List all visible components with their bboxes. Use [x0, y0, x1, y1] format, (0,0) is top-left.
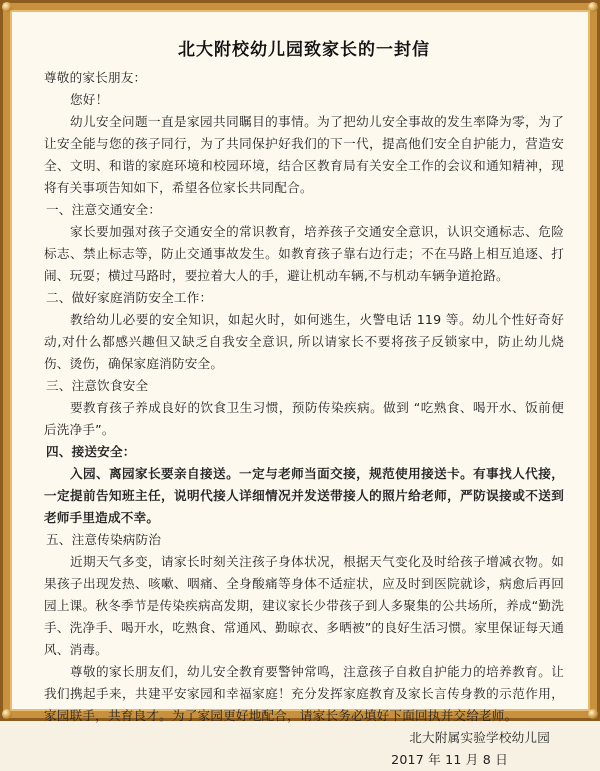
frame-stud-bottom-right: [588, 709, 598, 719]
section-body-pickup: 入园、离园家长要亲自接送。一定与老师当面交接，规范使用接送卡。有事找人代接，一定提前告知班主任，说明代接人详细情况并发送带接人的照片给老师，严防误接或不送到老师手里造成不幸。: [44, 466, 564, 525]
frame-stud-top-left: [2, 2, 12, 12]
section-body-traffic: 家长要加强对孩子交通安全的常识教育，培养孩子交通安全意识，认识交通标志、危险标志、禁止标志等，防止交通事故发生。如教育孩子靠右边行走；不在马路上相互追逐、打闹、玩耍；横过马路时，要拉着大人的手，避让机动车辆,不与机动车辆争道抢路。: [44, 224, 564, 283]
salutation: 尊敬的家长朋友：: [44, 70, 147, 85]
frame-stud-bottom-left: [2, 709, 12, 719]
frame-stud-top-right: [588, 2, 598, 12]
section-heading-fire: 二、做好家庭消防安全工作：: [46, 290, 213, 305]
signature: 北大附属实验学校幼儿园: [409, 730, 550, 745]
letter-date: 2017 年 11 月 8 日: [391, 752, 508, 767]
letter-title: 北大附校幼儿园致家长的一封信: [178, 40, 430, 60]
section-body-fire: 教给幼儿必要的安全知识，如起火时，如何逃生，火警电话 119 等。幼儿个性好奇好动,对什么都感兴趣但又缺乏自我安全意识, 所以请家长不要将孩子反锁家中，防止幼儿烧伤、烫伤，确保家庭消防安全。: [44, 312, 564, 371]
section-body-food: 要教育孩子养成良好的饮食卫生习惯，预防传染疾病。做到 “吃熟食、喝开水、饭前便后洗净手”。: [44, 400, 564, 437]
section-heading-traffic: 一、注意交通安全：: [46, 202, 162, 217]
intro-paragraph: 幼儿安全问题一直是家园共同瞩目的事情。为了把幼儿安全事故的发生率降为零，为了让安全能与您的孩子同行，为了共同保护好我们的下一代，提高他们安全自护能力，营造安全、文明、和谐的家庭环境和校园环境，结合区教育局有关安全工作的会议和通知精神，现将有关事项告知如下，希望各位家长共同配合。: [44, 114, 564, 195]
section-heading-pickup: 四、接送安全：: [46, 444, 136, 459]
closing-paragraph: 尊敬的家长朋友们，幼儿安全教育要警钟常鸣，注意孩子自救自护能力的培养教育。让我们携起手来，共建平安家园和幸福家庭！充分发挥家庭教育及家长言传身教的示范作用，家园联手，共育良才。为了家园更好地配合，请家长务必填好下面回执并交给老师。: [44, 664, 564, 723]
section-heading-food: 三、注意饮食安全: [46, 378, 149, 393]
greeting: 您好！: [70, 92, 109, 107]
letter-body: [44, 38, 564, 771]
section-body-disease: 近期天气多变，请家长时刻关注孩子身体状况，根据天气变化及时给孩子增减衣物。如果孩子出现发热、咳嗽、咽痛、全身酸痛等身体不适症状，应及时到医院就诊，病愈后再回园上课。秋冬季节是传染疾病高发期，建议家长少带孩子到人多聚集的公共场所，养成“勤洗手、洗净手、喝开水，吃熟食、常通风、勤晾衣、多晒被”的良好生活习惯。家里保证每天通风、消毒。: [44, 554, 564, 657]
section-heading-disease: 五、注意传染病防治: [46, 532, 162, 547]
